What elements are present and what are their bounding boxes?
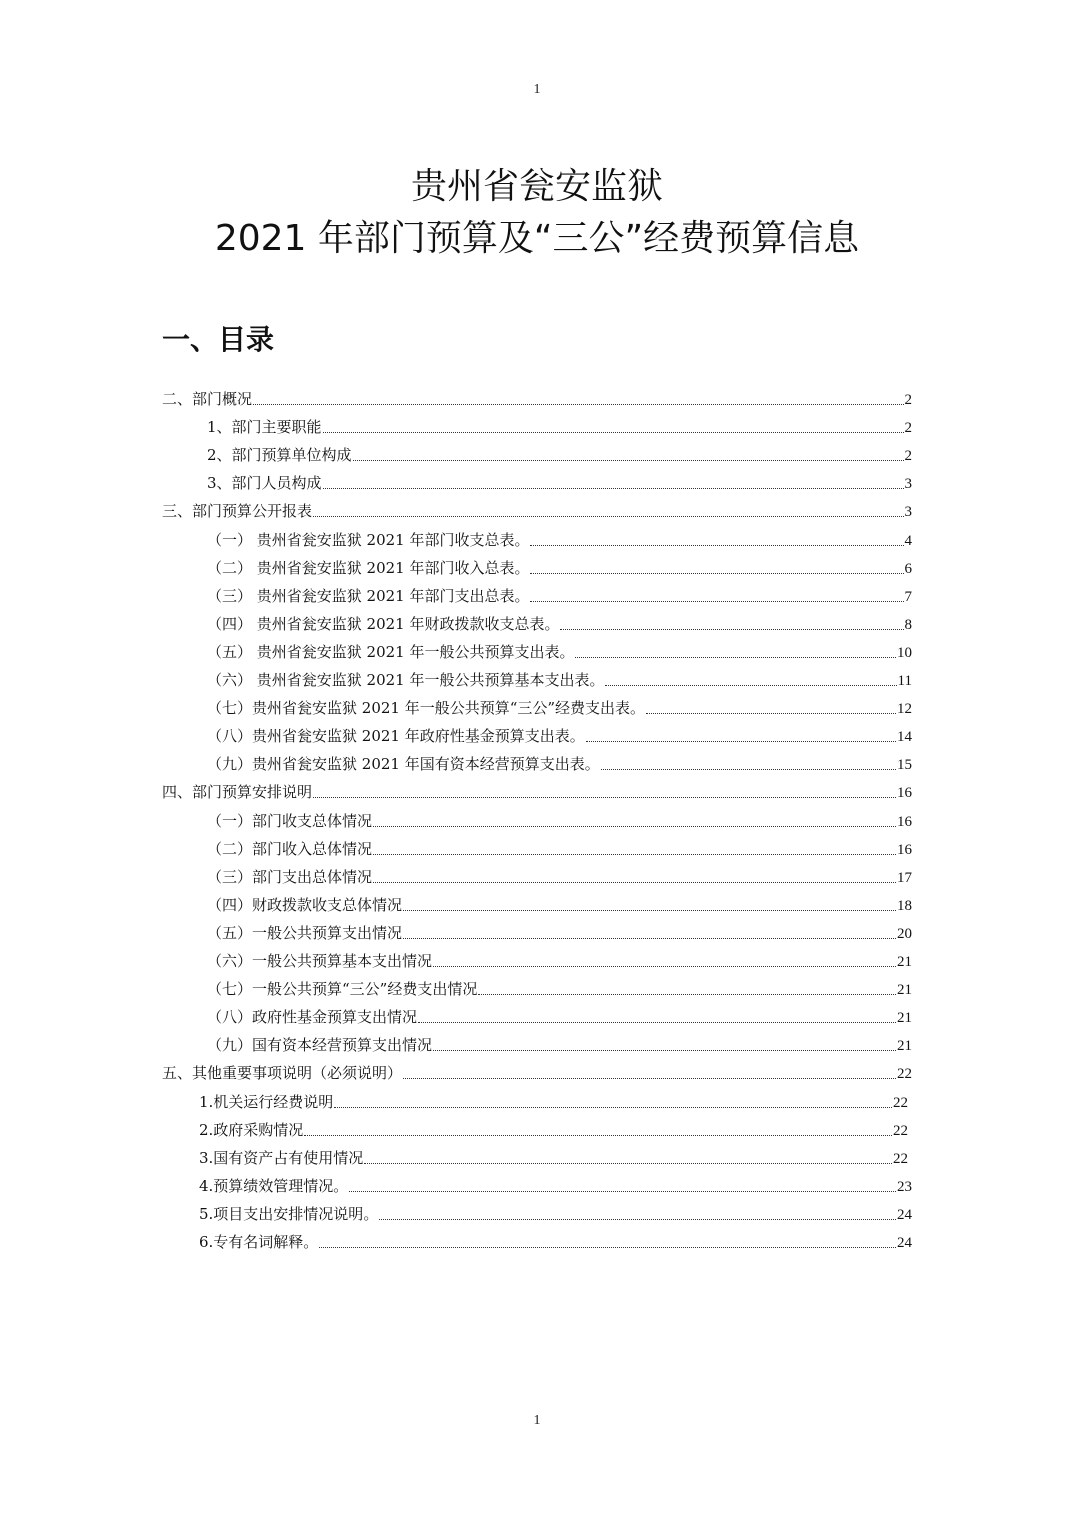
toc-entry-label: 三、部门预算公开报表 — [162, 502, 313, 521]
toc-entry[interactable] — [199, 1202, 912, 1226]
toc-entry-page-number: 4 — [904, 532, 912, 549]
toc-entry-label: （三）部门支出总体情况 — [207, 867, 373, 886]
document-title-line1: 贵州省瓮安监狱 — [410, 166, 663, 207]
toc-dot-leader — [319, 1247, 896, 1248]
toc-entry-page-number: 24 — [897, 1206, 912, 1223]
toc-entry[interactable] — [207, 612, 912, 636]
toc-entry[interactable] — [199, 1118, 908, 1142]
toc-entry-label: （一） 贵州省瓮安监狱 2021 年部门收支总表。 — [207, 530, 530, 549]
toc-entry-label: 1.机关运行经费说明 — [199, 1092, 334, 1111]
toc-entry-page-number: 6 — [904, 560, 912, 577]
toc-entry[interactable] — [207, 724, 912, 748]
toc-entry-page-number: 2 — [904, 420, 912, 437]
toc-entry-page-number: 21 — [897, 1038, 912, 1055]
toc-entry[interactable] — [199, 1174, 912, 1198]
toc-entry-page-number: 21 — [897, 1010, 912, 1027]
toc-entry-label: （六） 贵州省瓮安监狱 2021 年一般公共预算基本支出表。 — [207, 671, 605, 689]
toc-entry-page-number: 11 — [897, 673, 912, 689]
toc-heading: 一、目录 — [162, 323, 275, 356]
toc-entry-label: 5.项目支出安排情况说明。 — [199, 1204, 379, 1223]
toc-entry[interactable] — [207, 921, 912, 945]
toc-entry[interactable] — [207, 977, 912, 1001]
toc-entry-label: （五） 贵州省瓮安监狱 2021 年一般公共预算支出表。 — [207, 642, 575, 661]
toc-entry-page-number: 16 — [897, 841, 912, 858]
toc-entry-label: 五、其他重要事项说明（必须说明） — [162, 1064, 403, 1083]
toc-entry[interactable] — [207, 1033, 912, 1057]
toc-entry-page-number: 2 — [904, 392, 912, 408]
toc-dot-leader — [313, 797, 896, 798]
toc-entry-label: （四） 贵州省瓮安监狱 2021 年财政拨款收支总表。 — [207, 614, 560, 633]
toc-entry-label: 4.预算绩效管理情况。 — [199, 1176, 349, 1195]
toc-dot-leader — [334, 1107, 892, 1108]
toc-entry-page-number: 10 — [897, 644, 912, 661]
toc-entry-label: （七）一般公共预算“三公”经费支出情况 — [207, 980, 478, 999]
toc-dot-leader — [560, 629, 903, 630]
toc-entry-label: （一）部门收支总体情况 — [207, 811, 373, 830]
toc-entry[interactable] — [207, 556, 912, 580]
toc-dot-leader — [403, 938, 896, 939]
toc-entry[interactable] — [207, 865, 912, 889]
toc-entry[interactable] — [207, 640, 912, 664]
toc-entry[interactable] — [207, 584, 912, 608]
toc-dot-leader — [586, 741, 896, 742]
toc-entry-label: （四）财政拨款收支总体情况 — [207, 895, 403, 914]
toc-entry-label: 3.国有资产占有使用情况 — [199, 1148, 364, 1167]
toc-entry-label: （八）贵州省瓮安监狱 2021 年政府性基金预算支出表。 — [207, 727, 585, 746]
toc-entry-page-number: 23 — [897, 1178, 912, 1195]
toc-entry[interactable] — [207, 528, 912, 552]
toc-entry[interactable] — [199, 1146, 908, 1170]
toc-entry[interactable] — [207, 696, 912, 720]
toc-dot-leader — [530, 573, 903, 574]
toc-entry[interactable] — [207, 415, 912, 439]
toc-entry[interactable] — [199, 1230, 912, 1254]
toc-dot-leader — [323, 432, 904, 433]
toc-entry-label: （七）贵州省瓮安监狱 2021 年一般公共预算“三公”经费支出表。 — [207, 699, 646, 718]
toc-entry[interactable] — [207, 752, 912, 776]
toc-entry[interactable] — [207, 949, 912, 973]
toc-entry-page-number: 16 — [897, 813, 912, 830]
toc-dot-leader — [601, 769, 896, 770]
toc-entry-page-number: 8 — [904, 616, 912, 633]
toc-dot-leader — [379, 1219, 896, 1220]
toc-entry-label: 6.专有名词解释。 — [199, 1233, 319, 1251]
toc-entry-page-number: 24 — [897, 1235, 912, 1251]
toc-entry-page-number: 12 — [897, 701, 912, 718]
toc-dot-leader — [433, 966, 896, 967]
toc-dot-leader — [478, 994, 896, 995]
toc-entry[interactable] — [207, 1005, 912, 1029]
toc-entry-page-number: 3 — [904, 504, 912, 521]
toc-entry[interactable] — [207, 668, 912, 692]
toc-dot-leader — [304, 1135, 892, 1136]
toc-dot-leader — [418, 1022, 896, 1023]
toc-entry-label: （二） 贵州省瓮安监狱 2021 年部门收入总表。 — [207, 558, 530, 577]
toc-dot-leader — [433, 1050, 896, 1051]
toc-dot-leader — [605, 685, 896, 686]
toc-entry-label: （二）部门收入总体情况 — [207, 839, 373, 858]
toc-entry-page-number: 17 — [897, 869, 912, 886]
document-title-line2: 2021 年部门预算及“三公”经费预算信息 — [214, 218, 860, 259]
toc-entry[interactable] — [162, 499, 912, 523]
toc-entry[interactable] — [207, 471, 912, 495]
toc-dot-leader — [403, 1078, 896, 1079]
toc-entry[interactable] — [207, 443, 912, 467]
page-number-top: 1 — [533, 82, 541, 97]
toc-entry-label: （三） 贵州省瓮安监狱 2021 年部门支出总表。 — [207, 586, 530, 605]
toc-entry-label: 2、部门预算单位构成 — [207, 446, 352, 465]
toc-entry[interactable] — [162, 780, 912, 804]
toc-dot-leader — [575, 657, 896, 658]
toc-entry-page-number: 18 — [897, 897, 912, 914]
toc-entry[interactable] — [162, 387, 912, 411]
toc-entry-label: 3、部门人员构成 — [207, 474, 322, 493]
page-number-bottom: 1 — [533, 1413, 541, 1428]
toc-entry[interactable] — [207, 837, 912, 861]
toc-dot-leader — [253, 404, 903, 405]
toc-dot-leader — [403, 910, 896, 911]
toc-dot-leader — [313, 516, 903, 517]
toc-entry-page-number: 3 — [904, 476, 912, 493]
toc-entry-page-number: 16 — [897, 785, 912, 802]
toc-dot-leader — [530, 601, 903, 602]
toc-entry-page-number: 21 — [897, 954, 912, 970]
toc-entry-page-number: 21 — [897, 982, 912, 999]
toc-entry-page-number: 20 — [897, 925, 912, 942]
toc-entry-label: 二、部门概况 — [162, 390, 253, 408]
toc-dot-leader — [373, 854, 896, 855]
toc-dot-leader — [353, 460, 904, 461]
toc-entry-label: （八）政府性基金预算支出情况 — [207, 1008, 418, 1027]
toc-entry[interactable] — [207, 893, 912, 917]
toc-entry-page-number: 15 — [897, 757, 912, 774]
toc-entry[interactable] — [199, 1090, 908, 1114]
toc-entry-page-number: 22 — [893, 1150, 908, 1167]
toc-dot-leader — [323, 488, 904, 489]
toc-entry-page-number: 2 — [904, 448, 912, 465]
toc-entry[interactable] — [207, 809, 912, 833]
toc-entry-label: 1、部门主要职能 — [207, 418, 322, 437]
toc-entry-label: （五）一般公共预算支出情况 — [207, 923, 403, 942]
toc-entry-page-number: 22 — [897, 1066, 912, 1083]
toc-dot-leader — [530, 545, 903, 546]
toc-entry-label: （九）国有资本经营预算支出情况 — [207, 1036, 433, 1055]
toc-entry[interactable] — [162, 1061, 912, 1085]
toc-dot-leader — [373, 826, 896, 827]
toc-dot-leader — [373, 882, 896, 883]
toc-entry-page-number: 22 — [893, 1122, 908, 1139]
toc-dot-leader — [349, 1191, 896, 1192]
toc-entry-page-number: 14 — [897, 729, 912, 746]
toc-entry-label: （六）一般公共预算基本支出情况 — [207, 952, 433, 970]
toc-entry-page-number: 22 — [893, 1094, 908, 1111]
toc-dot-leader — [364, 1163, 892, 1164]
toc-entry-label: 四、部门预算安排说明 — [162, 783, 313, 802]
toc-entry-label: （九）贵州省瓮安监狱 2021 年国有资本经营预算支出表。 — [207, 755, 600, 774]
toc-dot-leader — [646, 713, 896, 714]
toc-entry-label: 2.政府采购情况 — [199, 1120, 304, 1139]
toc-entry-page-number: 7 — [904, 588, 912, 605]
